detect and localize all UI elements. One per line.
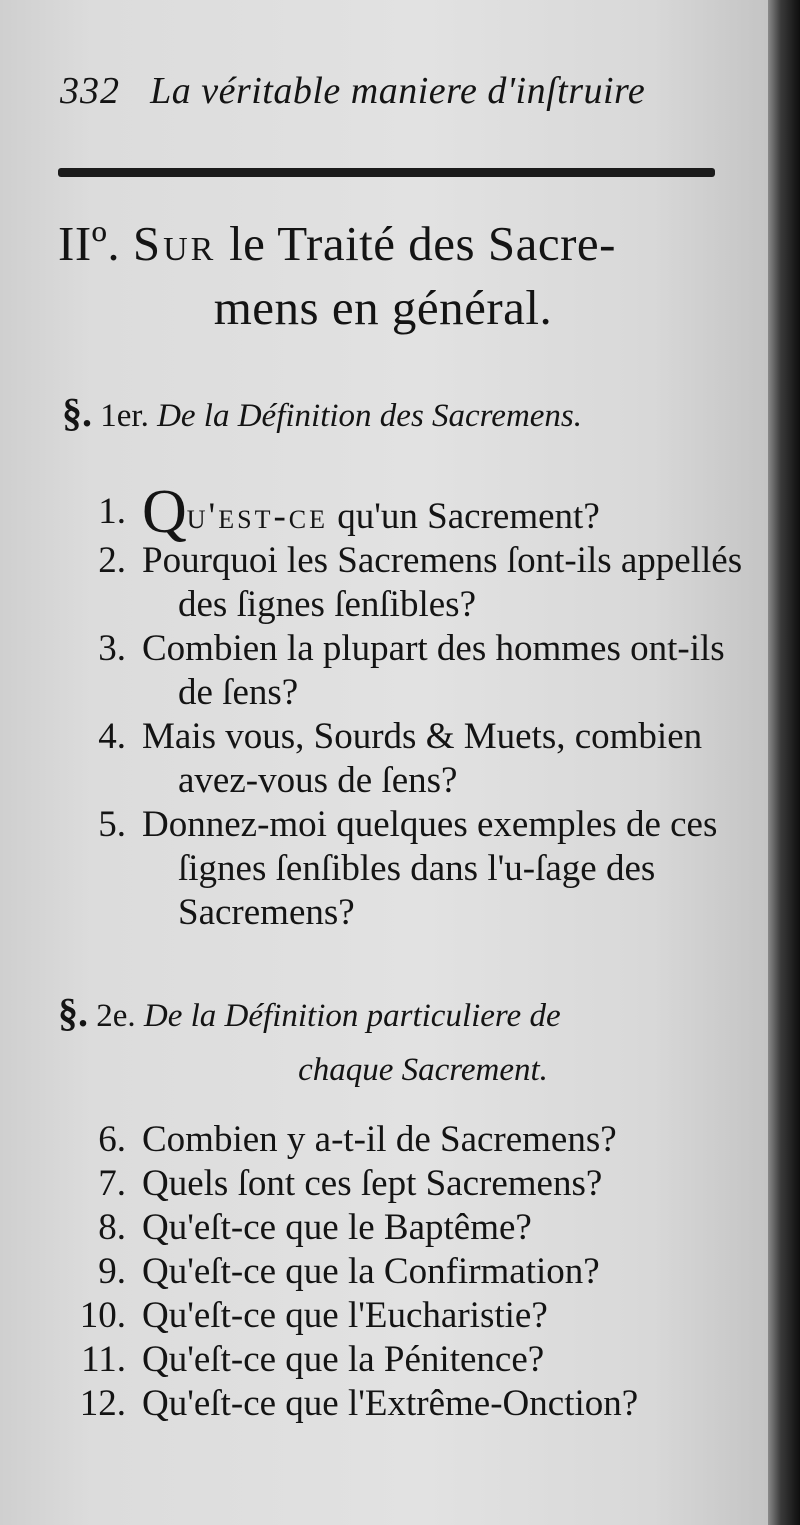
- subsection-ordinal: 2e.: [96, 998, 136, 1034]
- question-item: [0, 1250, 768, 1294]
- question-item: [0, 1382, 768, 1426]
- question-number: 7.: [98, 1163, 126, 1204]
- question-text: Combien y a-t-il de Sacremens?: [142, 1119, 617, 1160]
- question-text: Pourquoi les Sacremens ſont-ils appellés des ſignes ſenſibles?: [142, 540, 743, 625]
- question-text: Qu'eſt-ce que le Baptême?: [142, 1207, 532, 1248]
- question-list-1: [0, 478, 768, 935]
- question-text: Qu'est-ce qu'un Sacrement?: [142, 478, 600, 546]
- question-number: 2.: [98, 540, 126, 581]
- question-text: Combien la plupart des hommes ont-ils de ſens?: [142, 628, 725, 713]
- section-numeral: IIº.: [58, 216, 121, 271]
- subsection-heading-2: [58, 986, 748, 1097]
- question-text: Qu'eſt-ce que la Pénitence?: [142, 1339, 545, 1380]
- question-number: 8.: [98, 1207, 126, 1248]
- question-text: Qu'eſt-ce que l'Eucharistie?: [142, 1295, 548, 1336]
- question-text: Qu'eſt-ce que la Confirmation?: [142, 1251, 600, 1292]
- subsection-heading-1: [62, 386, 742, 443]
- question-item: [0, 627, 768, 715]
- question-item: [0, 715, 768, 803]
- question-item: [0, 803, 768, 935]
- question-text: Mais vous, Sourds & Muets, combien avez-vous de ſens?: [142, 716, 703, 801]
- page-number: 332: [60, 70, 120, 112]
- question-item: [0, 1118, 768, 1162]
- running-head: [60, 68, 720, 128]
- question-text: Donnez-moi quelques exemples de ces ſignes ſenſibles dans l'u-ſage des Sacremens?: [142, 804, 718, 933]
- question-item: [0, 539, 768, 627]
- subsection-title-line1: De la Définition particuliere de: [143, 998, 561, 1034]
- question-number: 4.: [98, 716, 126, 757]
- section-title: [58, 212, 738, 340]
- question-item: [0, 1162, 768, 1206]
- section-mark: §.: [62, 390, 92, 435]
- page-edge-shadow: [768, 0, 800, 1525]
- question-number: 10.: [79, 1295, 126, 1336]
- question-list-2: [0, 1118, 768, 1426]
- question-number: 9.: [98, 1251, 126, 1292]
- question-item: [0, 1294, 768, 1338]
- question-number: 1.: [98, 491, 126, 532]
- question-item: [0, 478, 768, 546]
- small-caps-word: u'est-ce: [186, 496, 328, 537]
- question-number: 11.: [81, 1339, 126, 1380]
- question-item: [0, 1206, 768, 1250]
- subsection-ordinal: 1er.: [100, 398, 149, 434]
- section-mark: §.: [58, 990, 88, 1035]
- section-title-line1: le Traité des Sacre-: [229, 216, 616, 271]
- question-text: Qu'eſt-ce que l'Extrême-Onction?: [142, 1383, 639, 1424]
- section-title-line2: mens en général.: [213, 280, 553, 335]
- running-title: La véritable maniere d'inſtruire: [150, 70, 646, 112]
- subsection-title-line2: chaque Sacrement.: [298, 1052, 548, 1088]
- header-rule: [58, 168, 715, 177]
- section-lead-word: Sur: [132, 216, 217, 271]
- question-number: 3.: [98, 628, 126, 669]
- question-number: 6.: [98, 1119, 126, 1160]
- question-number: 5.: [98, 804, 126, 845]
- question-text: Quels ſont ces ſept Sacremens?: [142, 1163, 603, 1204]
- subsection-title: De la Définition des Sacremens.: [157, 398, 583, 434]
- question-item: [0, 1338, 768, 1382]
- drop-initial: Q: [142, 478, 187, 546]
- question-number: 12.: [79, 1383, 126, 1424]
